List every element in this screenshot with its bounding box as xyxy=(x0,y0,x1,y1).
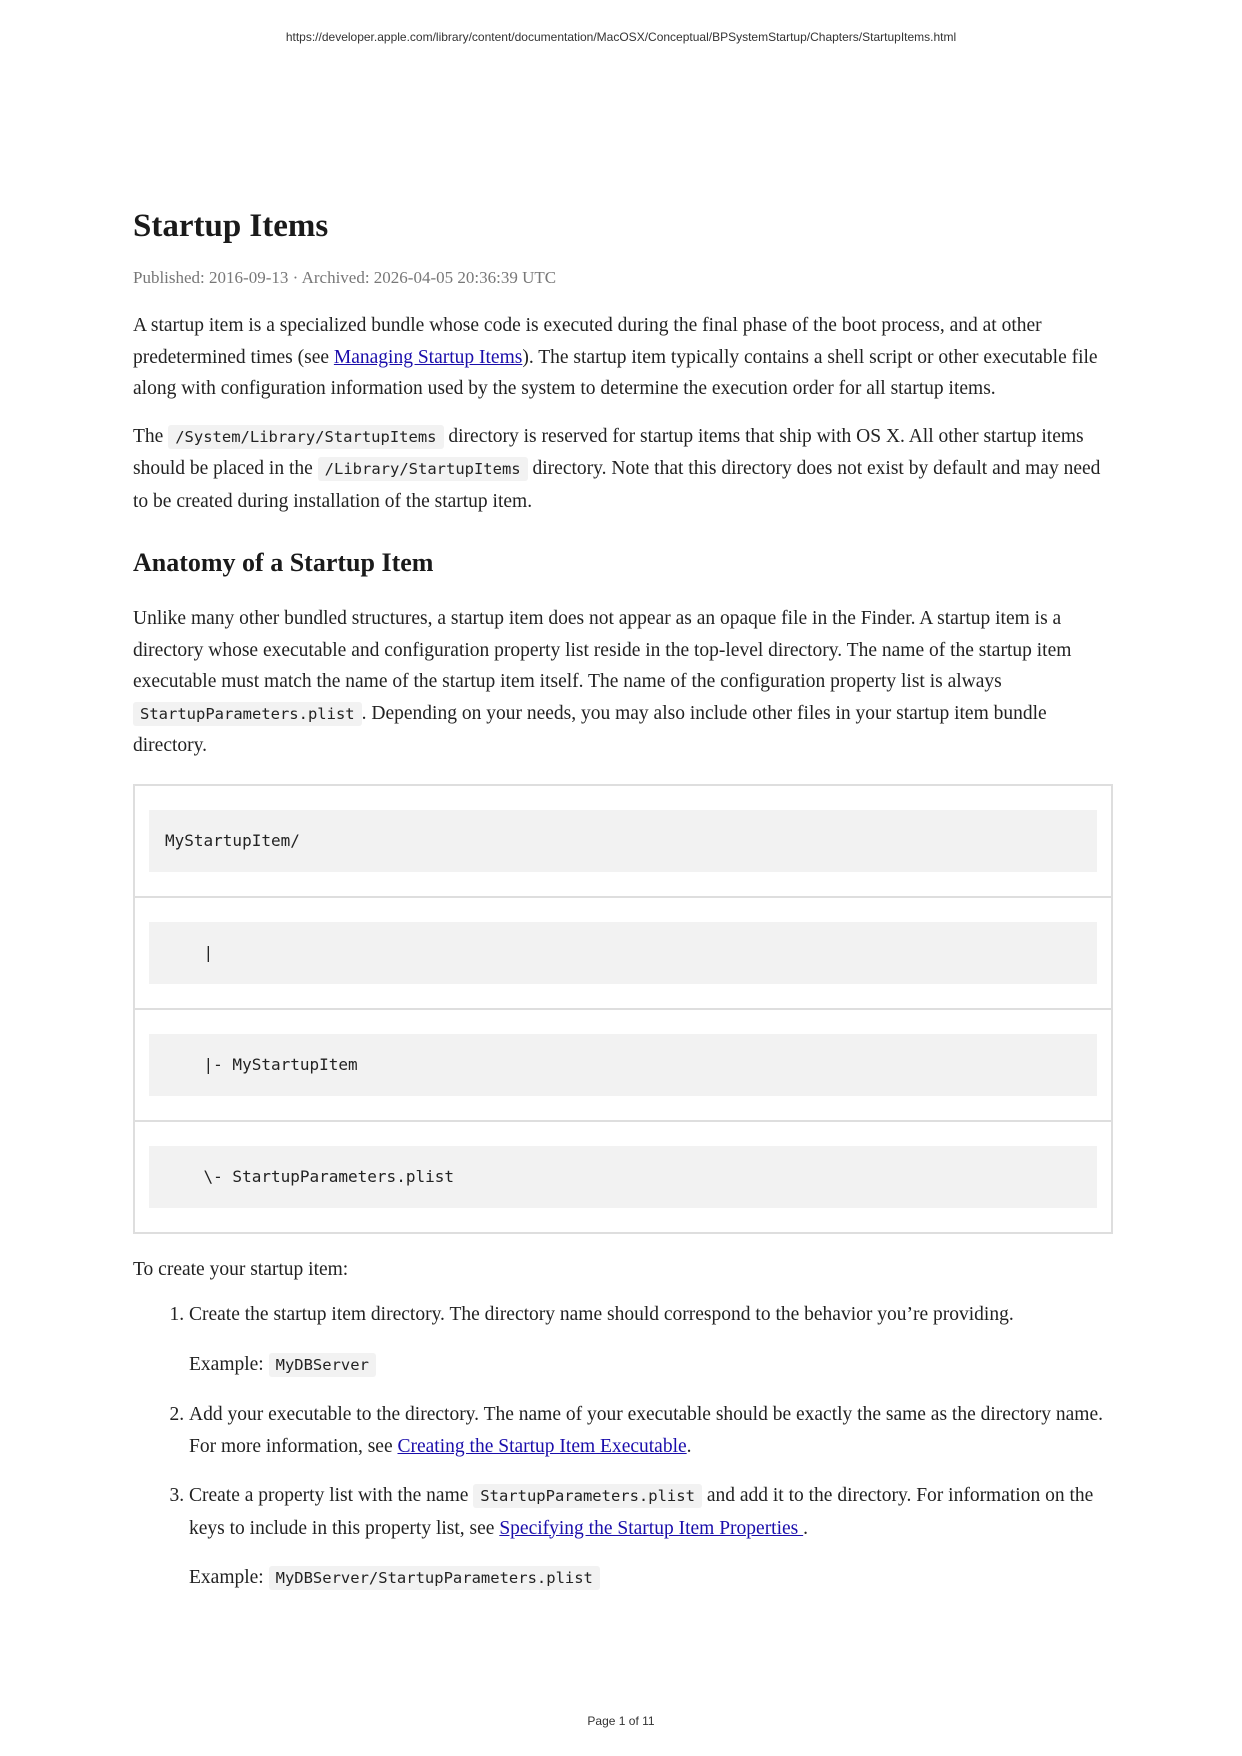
step-2-text-1: Add your executable to the directory. The name of your executable should be exactly the same as the directory name. For more information, see xyxy=(189,1404,1103,1457)
dir-text-2: directory is reserved for startup items that ship with OS X. All other startup items should be placed in the xyxy=(133,425,1084,479)
code-line: | xyxy=(149,922,1097,984)
code-row xyxy=(135,786,1111,896)
directories-paragraph xyxy=(133,421,1113,518)
source-url: https://developer.apple.com/library/content/documentation/MacOSX/Conceptual/BPSystemStartup/Chapters/StartupItems.html xyxy=(285,30,957,44)
managing-startup-items-link[interactable]: Managing Startup Items xyxy=(333,346,523,368)
page-title: Startup Items xyxy=(133,208,329,244)
code-line: MyStartupItem/ xyxy=(149,810,1097,872)
step-3-example xyxy=(189,1562,1113,1595)
step-2-text-2: . xyxy=(686,1435,692,1457)
code-line: |- MyStartupItem xyxy=(149,1034,1097,1096)
step-1-example xyxy=(189,1349,1113,1382)
anatomy-paragraph xyxy=(133,603,1113,762)
intro-text-1: A startup item is a specialized bundle whose code is executed during the final phase of the boot process, and at other predetermined times (see xyxy=(133,315,1042,368)
step-3-text-1: Create a property list with the name xyxy=(189,1485,474,1506)
publish-meta: Published: 2016-09-13 · Archived: 2026-04-05 20:36:39 UTC xyxy=(133,268,557,287)
step-3-text-3: . xyxy=(803,1517,809,1539)
example-code: MyDBServer xyxy=(269,1353,376,1377)
intro-text-2: ). The startup item typically contains a shell script or other executable file along with configuration information used by the system to determine the execution order for all startup items. xyxy=(133,346,1098,399)
specifying-properties-link[interactable]: Specifying the Startup Item Properties xyxy=(499,1517,804,1539)
step-1-text: Create the startup item directory. The directory name should correspond to the behavior you’re providing. xyxy=(189,1304,1014,1325)
list-item xyxy=(189,1399,1113,1462)
steps-list xyxy=(133,1299,1113,1595)
anatomy-text-2: . Depending on your needs, you may also include other files in your startup item bundle directory. xyxy=(133,702,1047,756)
code-listing xyxy=(133,784,1113,1234)
section-heading: Anatomy of a Startup Item xyxy=(133,548,434,577)
intro-paragraph xyxy=(133,310,1113,405)
step-3-code: StartupParameters.plist xyxy=(473,1484,702,1508)
article xyxy=(133,200,1113,1613)
code-row xyxy=(135,1120,1111,1232)
steps-intro: To create your startup item: xyxy=(133,1258,349,1280)
code-line: \- StartupParameters.plist xyxy=(149,1146,1097,1208)
system-startupitems-path: /System/Library/StartupItems xyxy=(168,425,443,449)
anatomy-text-1: Unlike many other bundled structures, a startup item does not appear as an opaque file in the Finder. A startup item is a directory whose executable and configuration property list reside in the top-level directory. The name of the startup item executable must match the name of the startup item itself. The name of the configuration property list is always xyxy=(133,608,1072,692)
example-label: Example: xyxy=(189,1353,269,1375)
dir-text-1: The xyxy=(133,425,169,447)
page-number: Page 1 of 11 xyxy=(587,1714,655,1728)
dir-text-3: directory. Note that this directory does not exist by default and may need to be created during installation of the startup item. xyxy=(133,458,1101,512)
code-row xyxy=(135,1008,1111,1120)
example-code: MyDBServer/StartupParameters.plist xyxy=(269,1566,600,1590)
code-row xyxy=(135,896,1111,1008)
startup-parameters-code: StartupParameters.plist xyxy=(133,702,362,726)
list-item xyxy=(189,1480,1113,1595)
example-label: Example: xyxy=(189,1567,269,1588)
creating-executable-link[interactable]: Creating the Startup Item Executable xyxy=(397,1435,687,1457)
library-startupitems-path: /Library/StartupItems xyxy=(318,457,528,481)
step-3-text-2: and add it to the directory. For information on the keys to include in this property list, see xyxy=(189,1485,1094,1539)
list-item xyxy=(189,1299,1113,1381)
